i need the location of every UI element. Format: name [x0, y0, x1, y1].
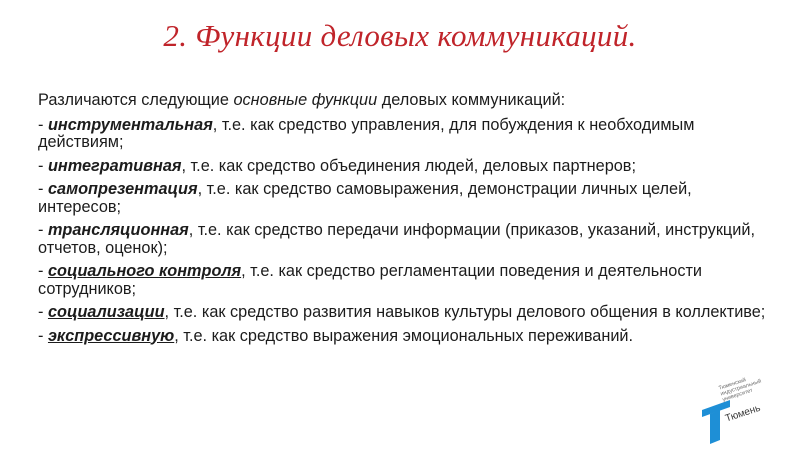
function-description: , т.е. как средство объединения людей, деловых партнеров; [181, 156, 636, 175]
item-dash: - [38, 221, 48, 239]
function-term: трансляционная [47, 221, 189, 239]
function-term: экспрессивную [47, 326, 175, 345]
logo-bar-stem [710, 410, 720, 444]
logo-caption: Тюменский индустриальный университет [718, 377, 763, 404]
function-description: , т.е. как средство выражения эмоциональных переживаний. [174, 326, 634, 345]
function-description: , т.е. как средство передачи информации (приказов, указаний, инструкций, отчетов, оценок); [38, 221, 755, 257]
function-item-expressive [38, 328, 768, 346]
function-term: интегративная [47, 156, 182, 175]
function-item-social-control [38, 263, 768, 298]
item-dash: - [38, 156, 48, 175]
function-term: социального контроля [47, 262, 242, 280]
item-dash: - [38, 326, 48, 345]
intro-paragraph [38, 92, 768, 110]
item-dash: - [38, 303, 48, 321]
slide-title: 2. Функции деловых коммуникаций. [163, 18, 637, 53]
function-term: инструментальная [47, 115, 213, 134]
function-item-instrumental [38, 117, 768, 152]
function-description: , т.е. как средство самовыражения, демонстрации личных целей, интересов; [38, 180, 692, 216]
content-body [38, 92, 768, 351]
function-item-self-presentation [38, 181, 768, 216]
function-description: , т.е. как средство развития навыков культуры делового общения в коллективе; [164, 303, 766, 321]
logo-city: Тюмень [724, 402, 762, 425]
item-dash: - [38, 115, 48, 134]
intro-emphasis: основные функции [233, 91, 378, 109]
intro-before: Различаются следующие [38, 91, 234, 109]
function-item-socialization [38, 304, 768, 322]
item-dash: - [38, 262, 48, 280]
function-item-translational [38, 222, 768, 257]
function-description: , т.е. как средство регламентации поведения и деятельности сотрудников; [38, 262, 703, 298]
function-item-integrative [38, 158, 768, 176]
item-dash: - [38, 180, 48, 198]
function-term: социализации [47, 303, 165, 321]
function-description: , т.е. как средство управления, для побуждения к необходимым действиям; [38, 115, 695, 151]
function-term: самопрезентация [47, 180, 198, 198]
intro-after: деловых коммуникаций: [377, 91, 566, 109]
